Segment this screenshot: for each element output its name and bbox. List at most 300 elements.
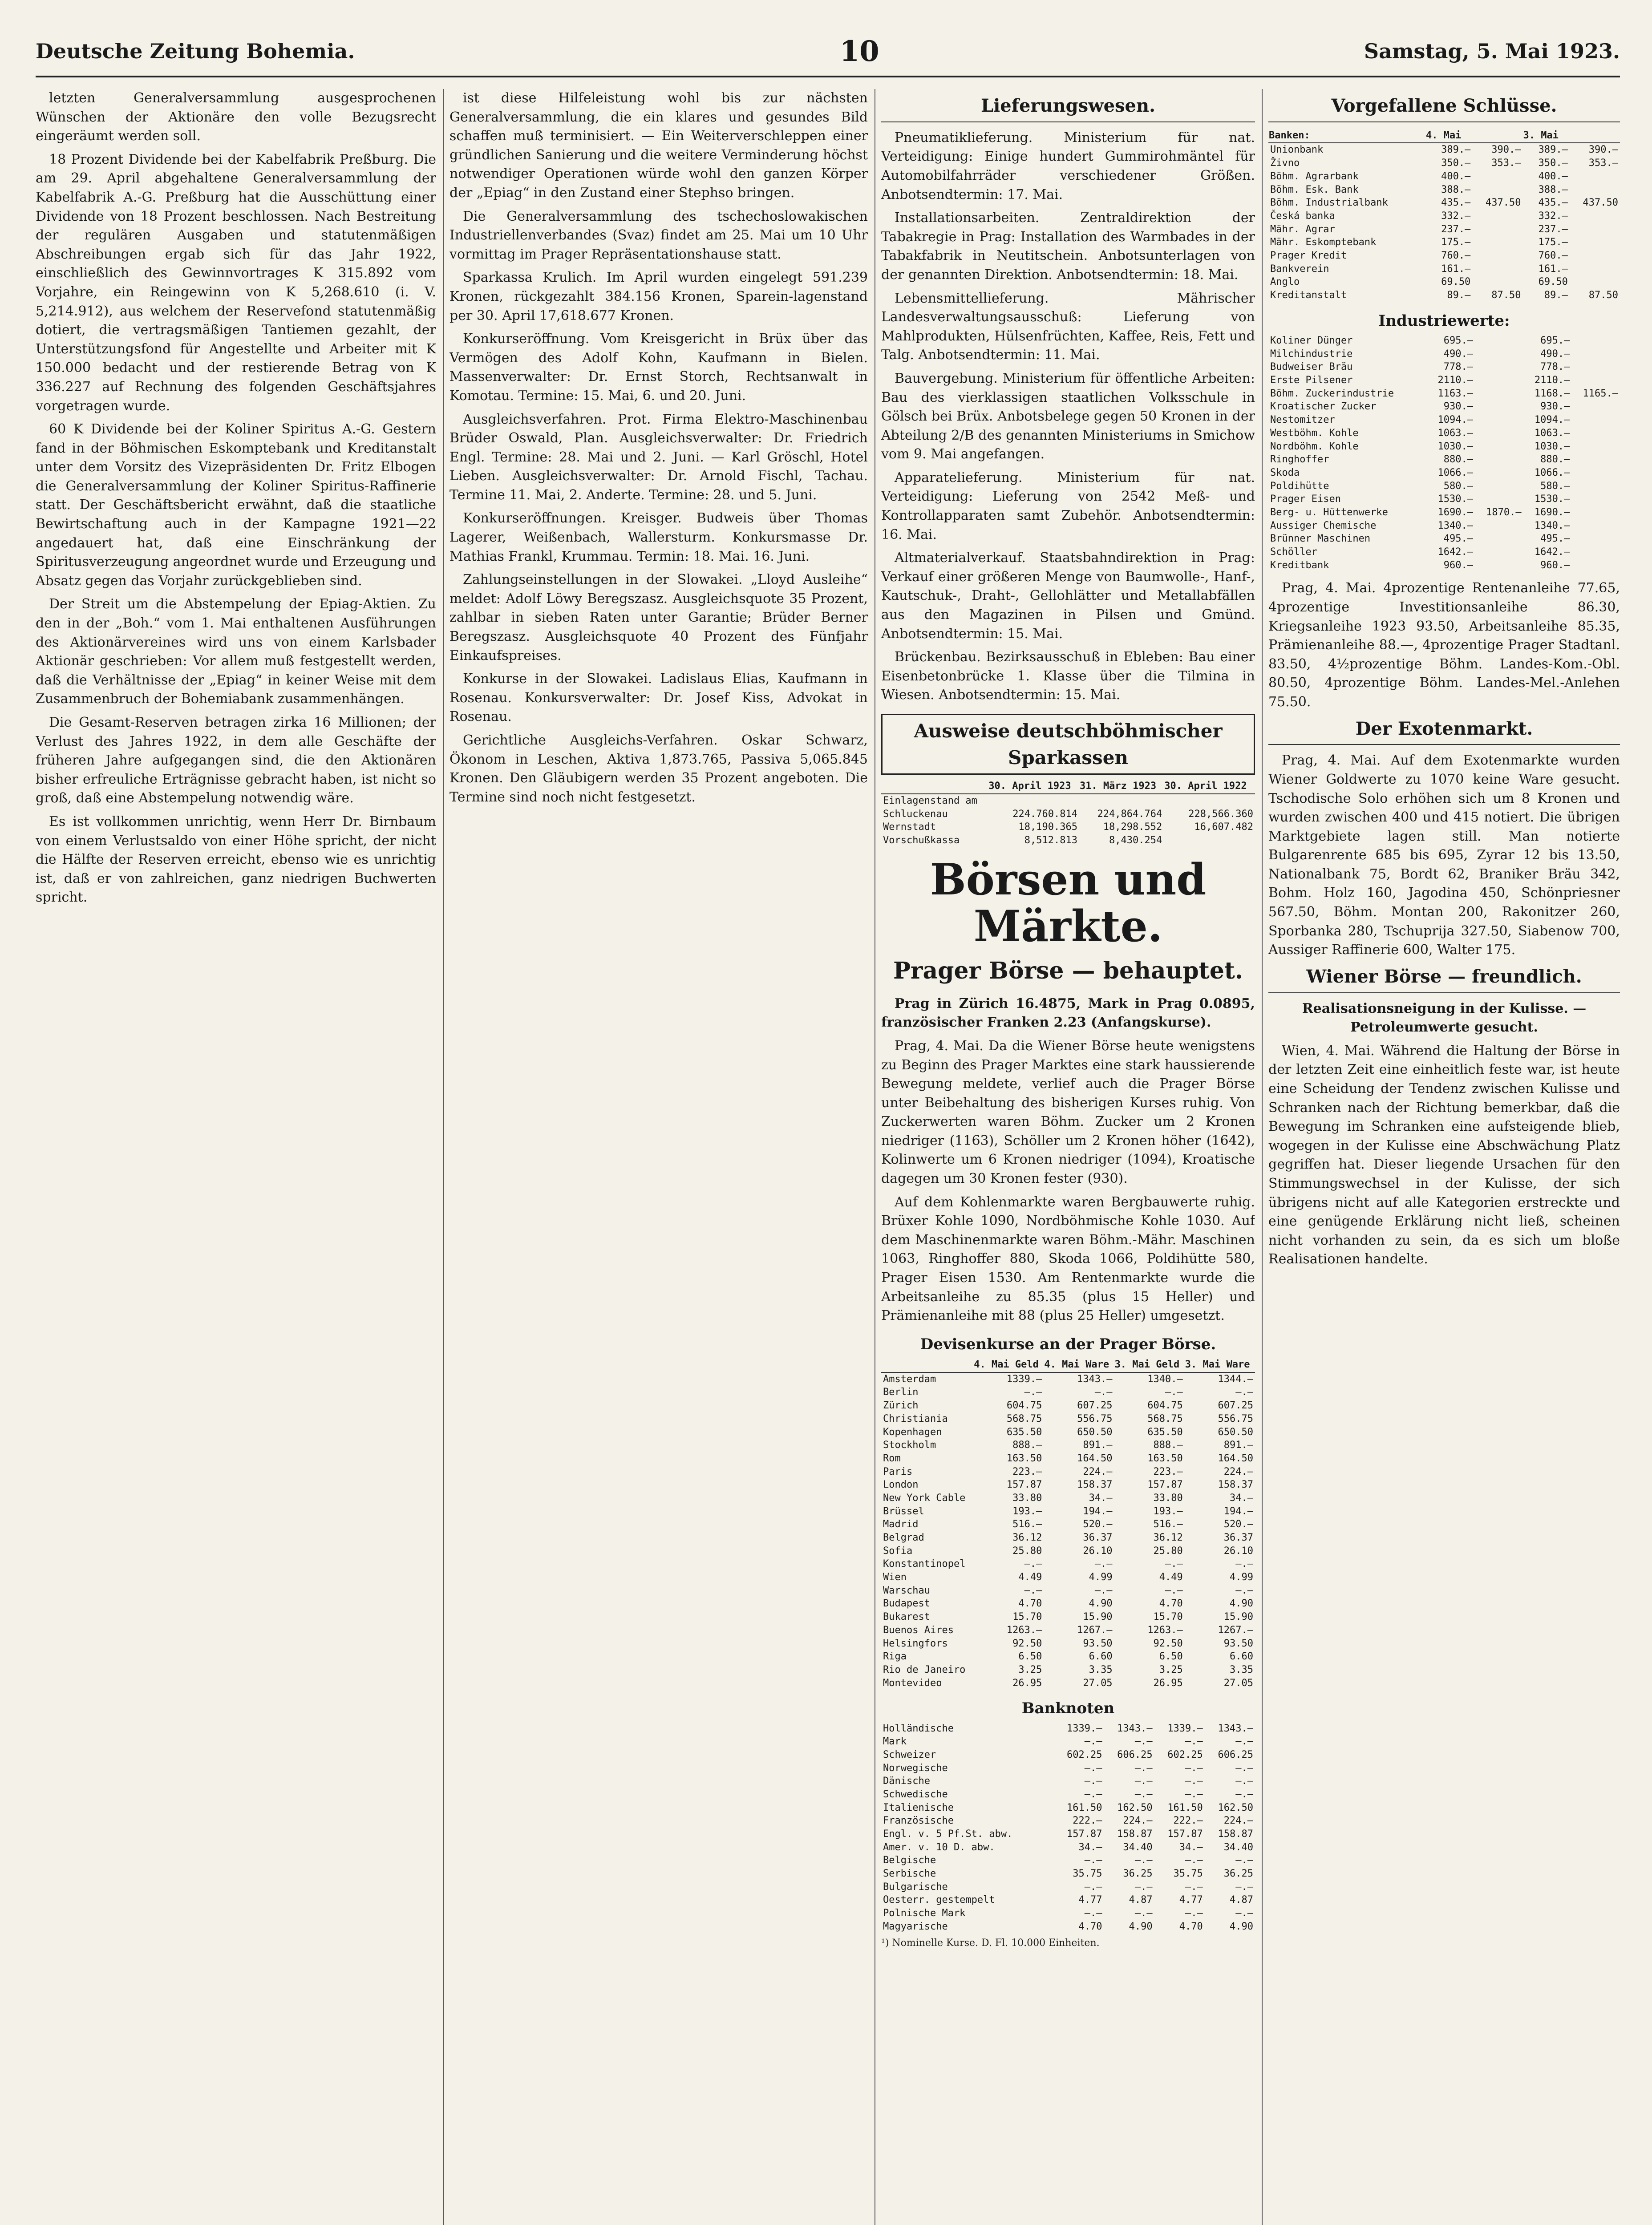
table-cell: 15.70 xyxy=(1153,1611,1183,1623)
table-cell xyxy=(1571,348,1620,361)
table-cell: 18,190.365 xyxy=(1018,821,1077,833)
table-cell: 237.— xyxy=(1538,223,1568,235)
table-cell: 89.— xyxy=(1544,290,1568,301)
table-cell: Paris xyxy=(883,1466,913,1477)
table-cell: Anglo xyxy=(1270,276,1300,288)
table-cell: 1063.— xyxy=(1534,427,1570,439)
table-cell: 388.— xyxy=(1538,184,1568,195)
table-cell: 93.50 xyxy=(1083,1638,1113,1649)
article-paragraph: ist diese Hilfeleistung wohl bis zur nächsten Generalversammlung, die ein klares und gesundes Bild schaffen muß terminisiert. — Ein Weiterverschleppen einer gründlichen Sanierung und die weitere Verminderung höchst notwendiger Operationen würde wohl den ganzen Körper der „Epiag“ in den Zustand einer Stephso bringen. xyxy=(449,90,868,201)
table-cell: 158.37 xyxy=(1218,1479,1253,1491)
table-cell xyxy=(1571,466,1620,480)
table-cell: —.— xyxy=(1185,1855,1203,1866)
table-cell: Oesterr. gestempelt xyxy=(883,1894,995,1906)
table-cell xyxy=(1570,223,1620,236)
table-cell: Milchindustrie xyxy=(1270,348,1353,360)
table-cell: 1267.— xyxy=(1077,1624,1113,1636)
table-cell xyxy=(1475,413,1523,427)
prager-boerse-heading: Prager Börse — behauptet. xyxy=(893,957,1243,984)
table-cell: 1340.— xyxy=(1147,1373,1183,1385)
table-cell: 1094.— xyxy=(1437,414,1474,426)
table-cell: Schluckenau xyxy=(883,808,948,820)
table-cell: 4.87 xyxy=(1230,1894,1253,1906)
table-cell: Mark xyxy=(883,1736,907,1748)
table-cell xyxy=(1571,453,1620,466)
table-cell: Holländische xyxy=(883,1723,954,1734)
table-cell: 35.75 xyxy=(1173,1868,1203,1880)
table-cell: 224.— xyxy=(1223,1466,1253,1477)
table-row xyxy=(881,808,1255,821)
table-cell: 888.— xyxy=(1153,1440,1183,1451)
page-number: 10 xyxy=(839,34,879,68)
table-cell: 15.90 xyxy=(1223,1611,1253,1623)
table-cell: Prager Kredit xyxy=(1270,250,1347,261)
table-cell: 92.50 xyxy=(1012,1638,1042,1649)
table-cell: 390.— xyxy=(1491,144,1521,156)
table-cell: 4.90 xyxy=(1230,1921,1253,1932)
table-cell: 1030.— xyxy=(1534,441,1570,452)
table-cell: 580.— xyxy=(1443,480,1474,492)
table-cell xyxy=(1571,532,1620,546)
table-row xyxy=(1268,466,1620,480)
table-cell: 92.50 xyxy=(1153,1638,1183,1649)
table-cell: Mähr. Agrar xyxy=(1270,223,1335,235)
table-cell: 224.— xyxy=(1083,1466,1113,1477)
table-cell: 1340.— xyxy=(1437,520,1474,531)
table-row xyxy=(881,1439,1255,1452)
table-cell: Belgrad xyxy=(883,1532,924,1544)
devisen-table xyxy=(881,1358,1255,1690)
table-cell: 778.— xyxy=(1443,361,1474,373)
table-row xyxy=(881,1775,1255,1788)
table-cell xyxy=(1571,546,1620,559)
table-cell: 224,864.764 xyxy=(1097,808,1162,820)
table-cell xyxy=(1472,275,1522,289)
table-cell: Schöller xyxy=(1270,546,1317,558)
table-cell: Rio de Janeiro xyxy=(883,1664,966,1675)
table-cell: 224.— xyxy=(1123,1815,1153,1827)
table-cell: 1163.— xyxy=(1437,388,1474,399)
table-cell: 3.35 xyxy=(1089,1664,1113,1675)
table-cell: 650.50 xyxy=(1077,1426,1113,1438)
table-cell: Bulgarische xyxy=(883,1881,948,1893)
table-cell: 1690.— xyxy=(1437,506,1474,518)
table-cell: 2110.— xyxy=(1437,375,1474,386)
table-cell: 27.05 xyxy=(1083,1677,1113,1689)
table-cell: Ringhoffer xyxy=(1270,454,1329,465)
table-cell: 1642.— xyxy=(1437,546,1474,558)
table-cell xyxy=(1164,794,1255,808)
table-cell: 388.— xyxy=(1441,184,1471,195)
table-cell: 36.12 xyxy=(1153,1532,1183,1544)
table-cell: 15.90 xyxy=(1083,1611,1113,1623)
table-cell xyxy=(1475,440,1523,453)
table-row xyxy=(881,1571,1255,1584)
table-cell: 33.80 xyxy=(1153,1492,1183,1504)
table-cell: 556.75 xyxy=(1218,1413,1253,1424)
table-cell: —.— xyxy=(1084,1736,1102,1748)
table-cell: Polnische Mark xyxy=(883,1908,966,1919)
newspaper-page xyxy=(36,27,1620,2225)
table-cell: 602.25 xyxy=(1066,1749,1102,1760)
table-cell: 93.50 xyxy=(1223,1638,1253,1649)
table-cell: 87.50 xyxy=(1491,290,1521,301)
table-cell: 1343.— xyxy=(1218,1723,1253,1734)
table-cell: 695.— xyxy=(1443,335,1474,346)
column-4 xyxy=(1268,89,1620,1274)
table-cell: —.— xyxy=(1084,1881,1102,1893)
table-cell: Brünner Maschinen xyxy=(1270,533,1371,545)
table-header-cell: 3. Mai Ware xyxy=(1185,1358,1255,1372)
table-header-cell: 4. Mai Ware xyxy=(1044,1358,1114,1372)
article-paragraph: Prag, 4. Mai. Da die Wiener Börse heute wenigstens zu Beginn des Prager Marktes eine stark haussierende Bewegung meldete, verlief auch die Prager Börse unter Beibehaltung des bisherigen Kurses ruhig. Von Zuckerwerten waren Böhm. Zucker um 2 Kronen niedriger (1163), Schöller um 2 Kronen höher (1642), Kolinwerte um 6 Kronen niedriger (1094), Kroatische dagegen um 30 Kronen fester (930). xyxy=(881,1038,1255,1187)
article-paragraph: Die Gesamt-Reserven betragen zirka 16 Millionen; der Verlust des Jahres 1922, in dem alle Geschäfte der früheren Jahre aufgegangen sind, die den Aktionären bisher erfreuliche Erträgnisse gebracht haben, ist nicht so groß, daß eine Abstempelung notwendig wäre. xyxy=(36,715,436,806)
table-cell: Kreditbank xyxy=(1270,559,1329,571)
table-cell: Warschau xyxy=(883,1585,930,1596)
article-paragraph: Die Generalversammlung des tschechoslowakischen Industriellenverbandes (Svaz) findet am 25. Mai um 10 Uhr vormittag im Prager Repräsentationshause statt. xyxy=(449,208,868,262)
table-cell xyxy=(1570,236,1620,249)
devisen-heading: Devisenkurse an der Prager Börse. xyxy=(920,1335,1216,1353)
table-row xyxy=(1268,157,1620,170)
table-row xyxy=(881,834,1255,847)
table-cell: 157.87 xyxy=(1147,1479,1183,1491)
table-header-cell xyxy=(881,779,988,794)
table-cell: 435.— xyxy=(1441,197,1471,209)
table-cell xyxy=(1570,275,1620,289)
article-paragraph: Altmaterialverkauf. Staatsbahndirektion in Prag: Verkauf einer größeren Menge von Baumwolle-, Hanf-, Kautschuk-, Draht-, Gellohlätter und Metallabfällen aus den Magazinen in Pilsen und Gmünd. Anbotsendtermin: 15. Mai. xyxy=(881,550,1255,642)
table-cell xyxy=(1079,794,1164,808)
table-header-cell xyxy=(1570,129,1620,143)
table-cell: 1339.— xyxy=(1167,1723,1203,1734)
table-cell: 8,430.254 xyxy=(1109,835,1162,846)
table-cell: 930.— xyxy=(1540,401,1570,413)
table-cell: 223.— xyxy=(1153,1466,1183,1477)
table-cell: 2110.— xyxy=(1534,375,1570,386)
table-row xyxy=(881,1867,1255,1881)
footnote: ¹) Nominelle Kurse. D. Fl. 10.000 Einheiten. xyxy=(881,1937,1100,1949)
table-cell: 1168.— xyxy=(1534,388,1570,399)
table-cell: 15.70 xyxy=(1012,1611,1042,1623)
masthead-date: Samstag, 5. Mai 1923. xyxy=(1364,39,1620,63)
table-cell: Zürich xyxy=(883,1400,919,1412)
table-cell: 1267.— xyxy=(1218,1624,1253,1636)
table-cell xyxy=(1472,170,1522,183)
banknoten-table xyxy=(881,1722,1255,1934)
table-row xyxy=(881,1465,1255,1479)
table-cell xyxy=(1570,170,1620,183)
table-row xyxy=(881,794,1255,808)
table-cell xyxy=(1475,374,1523,387)
article-paragraph: Installationsarbeiten. Zentraldirektion der Tabakregie in Prag: Installation des Warmbades in der Tabakfabrik in Neutitschein. Anbotsunterlagen von der genannten Direktion. Anbotsendtermin: 18. Mai. xyxy=(881,210,1255,283)
table-row xyxy=(881,1854,1255,1867)
table-row xyxy=(881,1735,1255,1748)
table-cell: Rom xyxy=(883,1452,901,1464)
table-cell: —.— xyxy=(1134,1908,1153,1919)
table-cell: —.— xyxy=(1185,1736,1203,1748)
table-row xyxy=(1268,263,1620,276)
table-cell xyxy=(1472,183,1522,197)
table-cell: 6.60 xyxy=(1089,1651,1113,1663)
table-cell: —.— xyxy=(1235,1881,1253,1893)
table-cell: —.— xyxy=(1185,1776,1203,1787)
table-cell: 36.12 xyxy=(1012,1532,1042,1544)
table-cell: 4.49 xyxy=(1018,1572,1042,1583)
table-header-cell: 3. Mai Geld xyxy=(1114,1358,1185,1372)
column-rule xyxy=(1262,89,1263,2225)
table-cell: 163.50 xyxy=(1006,1452,1042,1464)
table-row xyxy=(1268,427,1620,440)
table-cell: 888.— xyxy=(1012,1440,1042,1451)
table-cell: 1530.— xyxy=(1437,494,1474,505)
table-cell: Wien xyxy=(883,1572,907,1583)
table-cell: 8,512.813 xyxy=(1024,835,1077,846)
table-cell xyxy=(988,794,1079,808)
table-cell: Živno xyxy=(1270,158,1300,169)
table-cell: 34.40 xyxy=(1123,1841,1153,1853)
column-2 xyxy=(449,89,868,811)
table-cell: Helsingfors xyxy=(883,1638,948,1649)
table-cell: Westböhm. Kohle xyxy=(1270,427,1359,439)
table-row xyxy=(1268,413,1620,427)
table-header-cell xyxy=(881,1358,973,1372)
table-cell: 4.70 xyxy=(1018,1598,1042,1610)
table-cell xyxy=(1571,480,1620,493)
table-cell: 35.75 xyxy=(1073,1868,1102,1880)
table-cell: 193.— xyxy=(1012,1505,1042,1517)
table-cell: 4.99 xyxy=(1089,1572,1113,1583)
table-row xyxy=(1268,196,1620,210)
table-cell: Madrid xyxy=(883,1519,919,1530)
table-cell: Berg- u. Hüttenwerke xyxy=(1270,506,1388,518)
table-row xyxy=(881,1531,1255,1545)
article-paragraph: Prag in Zürich 16.4875, Mark in Prag 0.0895, französischer Franken 2.23 (Anfangskurse). xyxy=(881,995,1255,1031)
table-cell: 1339.— xyxy=(1006,1373,1042,1385)
table-cell: 400.— xyxy=(1441,170,1471,182)
table-cell: —.— xyxy=(1134,1736,1153,1748)
table-row xyxy=(881,1492,1255,1505)
section-heading-boersen: Börsen und Märkte. xyxy=(930,854,1207,952)
table-cell: 228,566.360 xyxy=(1188,808,1253,820)
table-row xyxy=(1268,289,1620,302)
table-cell: 1263.— xyxy=(1147,1624,1183,1636)
table-cell xyxy=(1475,493,1523,506)
table-cell: Schwedische xyxy=(883,1788,948,1800)
table-cell: 34.40 xyxy=(1223,1841,1253,1853)
table-cell: 164.50 xyxy=(1218,1452,1253,1464)
section-heading-lieferungswesen: Lieferungswesen. xyxy=(881,93,1255,122)
table-cell: Poldihütte xyxy=(1270,480,1329,492)
table-cell: Nestomitzer xyxy=(1270,414,1335,426)
table-row xyxy=(881,1762,1255,1775)
article-paragraph: Auf dem Kohlenmarkte waren Bergbauwerte ruhig. Brüxer Kohle 1090, Nordböhmische Kohle 1030. Auf dem Maschinenmarkte waren Böhm.-Mähr. Maschinen 1063, Ringhoffer 880, Skoda 1066, Poldihütte 580, Prager Eisen 1530. Am Rentenmarkte wurde die Arbeitsanleihe zu 85.35 (plus 15 Heller) und Prämienanleihe mit 88 (plus 25 Heller) umgesetzt. xyxy=(881,1194,1255,1324)
table-cell: Prager Eisen xyxy=(1270,494,1341,505)
table-header-cell: 31. März 1923 xyxy=(1079,779,1164,794)
table-cell: 158.37 xyxy=(1077,1479,1113,1491)
section-heading-sparkassen: Ausweise deutschböhmischer Sparkassen xyxy=(881,714,1255,775)
table-cell: 1165.— xyxy=(1583,388,1618,399)
table-cell: 69.50 xyxy=(1538,276,1568,288)
table-cell: 3.35 xyxy=(1230,1664,1253,1675)
table-cell: Riga xyxy=(883,1651,907,1663)
table-row xyxy=(881,1372,1255,1386)
table-cell: 36.25 xyxy=(1123,1868,1153,1880)
column-rule xyxy=(443,89,444,2225)
table-row xyxy=(1268,170,1620,183)
table-cell: Serbische xyxy=(883,1868,936,1880)
table-cell: 389.— xyxy=(1441,144,1471,156)
table-cell: 161.— xyxy=(1538,263,1568,275)
table-cell: Böhm. Esk. Bank xyxy=(1270,184,1359,195)
table-cell: Koliner Dünger xyxy=(1270,335,1353,346)
table-cell: 4.87 xyxy=(1129,1894,1153,1906)
table-cell: 158.87 xyxy=(1117,1829,1153,1840)
table-header-cell: 4. Mai Geld xyxy=(973,1358,1044,1372)
table-row xyxy=(881,1748,1255,1762)
table-cell: New York Cable xyxy=(883,1492,966,1504)
table-cell: Amsterdam xyxy=(883,1373,936,1385)
table-cell xyxy=(1472,249,1522,263)
table-cell: 158.87 xyxy=(1218,1829,1253,1840)
table-cell xyxy=(1570,263,1620,276)
table-cell: 163.50 xyxy=(1147,1452,1183,1464)
table-cell xyxy=(1475,532,1523,546)
table-cell: 6.50 xyxy=(1159,1651,1183,1663)
section-heading-exotenmarkt: Der Exotenmarkt. xyxy=(1268,716,1620,745)
table-cell xyxy=(1571,360,1620,374)
table-row xyxy=(1268,400,1620,413)
table-cell xyxy=(1475,480,1523,493)
table-cell: Montevideo xyxy=(883,1677,942,1689)
table-cell: Nordböhm. Kohle xyxy=(1270,441,1359,452)
article-paragraph: Wien, 4. Mai. Während die Haltung der Börse in der letzten Zeit eine einheitlich feste war, ist heute eine Scheidung der Tendenz zwischen Kulisse und Schranken nach der Richtung bemerkbar, daß die Bewegung im Schranken eine aufsteigende blieb, wogegen in der Kulisse eine Abschwächung Platz gegriffen hat. Dieser liegende Ursachen für den Stimmungswechsel in der Kulisse, der sich übrigens nicht auf alle Kategorien erstreckte und eine genügende Erklärung nicht ließ, scheinen nicht vorhanden zu sein, da es sich um bloße Realisationen handelte. xyxy=(1268,1043,1620,1267)
table-cell: 1344.— xyxy=(1218,1373,1253,1385)
table-cell xyxy=(1571,400,1620,413)
table-cell: 4.90 xyxy=(1089,1598,1113,1610)
table-cell: —.— xyxy=(1235,1855,1253,1866)
table-cell xyxy=(1570,183,1620,197)
table-cell xyxy=(1570,210,1620,223)
column-3 xyxy=(881,89,1255,1950)
table-cell: —.— xyxy=(1235,1762,1253,1774)
column-1 xyxy=(36,89,436,912)
table-cell: Christiania xyxy=(883,1413,948,1424)
table-cell: 353.— xyxy=(1491,158,1521,169)
table-cell: Konstantinopel xyxy=(883,1558,966,1570)
article-paragraph: Apparatelieferung. Ministerium für nat. Verteidigung: Lieferung von 2542 Meß- und Kontrollapparaten samt Zubehör. Anbotsendtermin: 16. Mai. xyxy=(881,469,1255,542)
table-cell: —.— xyxy=(1235,1776,1253,1787)
table-row xyxy=(881,1881,1255,1894)
table-cell: 224.— xyxy=(1223,1815,1253,1827)
table-row xyxy=(881,1386,1255,1399)
table-row xyxy=(881,1677,1255,1690)
table-cell: 34.— xyxy=(1179,1841,1203,1853)
table-cell: 36.37 xyxy=(1223,1532,1253,1544)
table-cell: 760.— xyxy=(1538,250,1568,261)
article-paragraph: Bauvergebung. Ministerium für öffentliche Arbeiten: Bau des vierklassigen staatlichen Volksschule in Gölsch bei Brüx. Anbotsbelege gegen 50 Kronen in der Abteilung 2/B des genannten Ministeriums in Smichow vom 9. Mai angefangen. xyxy=(881,370,1255,462)
table-cell: 194.— xyxy=(1083,1505,1113,1517)
table-row xyxy=(1268,532,1620,546)
table-row xyxy=(1268,223,1620,236)
table-header-cell xyxy=(1472,129,1522,143)
table-cell xyxy=(1571,440,1620,453)
table-cell xyxy=(1475,546,1523,559)
table-cell: 36.25 xyxy=(1223,1868,1253,1880)
table-row xyxy=(1268,493,1620,506)
table-row xyxy=(881,1788,1255,1801)
table-row xyxy=(1268,275,1620,289)
table-cell xyxy=(1475,519,1523,533)
table-cell: 960.— xyxy=(1443,559,1474,571)
table-row xyxy=(881,1452,1255,1465)
table-cell: —.— xyxy=(1235,1908,1253,1919)
table-cell xyxy=(1472,210,1522,223)
table-cell: 516.— xyxy=(1012,1519,1042,1530)
table-cell: 635.50 xyxy=(1147,1426,1183,1438)
table-cell xyxy=(1472,223,1522,236)
table-cell: 36.37 xyxy=(1083,1532,1113,1544)
table-cell: 26.10 xyxy=(1083,1545,1113,1557)
table-cell: 4.77 xyxy=(1078,1894,1102,1906)
table-cell: 556.75 xyxy=(1077,1413,1113,1424)
table-cell: Bankverein xyxy=(1270,263,1329,275)
table-cell: 1340.— xyxy=(1534,520,1570,531)
table-cell: Skoda xyxy=(1270,467,1300,478)
table-cell: —.— xyxy=(1185,1908,1203,1919)
table-cell: 891.— xyxy=(1083,1440,1113,1451)
table-cell: 390.— xyxy=(1588,144,1618,156)
table-cell: 1343.— xyxy=(1117,1723,1153,1734)
article-paragraph: 60 K Dividende bei der Koliner Spiritus A.-G. Gestern fand in der Böhmischen Eskomptebank und Kreditanstalt unter dem Vorsitz des Vizepräsidenten Dr. Fritz Elbogen die Generalversammlung der Koliner Spiritus-Raffinerie statt. Der Geschäftsbericht erwähnt, daß die staatliche Bewirtschaftung auch in der Kampagne 1921—22 angedauert hat, daß eine Einschränkung der Spiritusverzeugung angeordnet wurde und Erzeugung und Absatz gegen das Vorjahr zurückgeblieben sind. xyxy=(36,421,436,589)
table-row xyxy=(881,1584,1255,1598)
article-paragraph: Prag, 4. Mai. 4prozentige Rentenanleihe 77.65, 4prozentige Investitionsanleihe 86.30, Kriegsanleihe 1923 93.50, Arbeitsanleihe 85.35, Prämienanleihe 88.—, 4prozentige Prager Stadtanl. 83.50, 4½prozentige Böhm. Landes-Kom.-Obl. 80.50, 4prozentige Böhm. Landes-Mel.-Anlehen 75.50. xyxy=(1268,580,1620,710)
table-row xyxy=(1268,143,1620,157)
table-cell: 568.75 xyxy=(1147,1413,1183,1424)
table-cell: 161.50 xyxy=(1167,1802,1203,1813)
table-cell: 1530.— xyxy=(1534,494,1570,505)
table-cell: 4.49 xyxy=(1159,1572,1183,1583)
table-cell: 350.— xyxy=(1441,158,1471,169)
table-cell: 222.— xyxy=(1073,1815,1102,1827)
table-cell: —.— xyxy=(1185,1881,1203,1893)
table-cell: 389.— xyxy=(1538,144,1568,156)
wiener-subheading: Realisationsneigung in der Kulisse. — Petroleumwerte gesucht. xyxy=(1302,1000,1587,1036)
table-cell: 580.— xyxy=(1540,480,1570,492)
table-cell: 194.— xyxy=(1223,1505,1253,1517)
banken-table xyxy=(1268,129,1620,302)
table-cell xyxy=(1475,427,1523,440)
table-row xyxy=(1268,506,1620,519)
table-cell: 175.— xyxy=(1441,237,1471,248)
table-row xyxy=(1268,249,1620,263)
table-cell: Budapest xyxy=(883,1598,930,1610)
table-cell: Vorschußkassa xyxy=(883,835,960,846)
table-cell: 437.50 xyxy=(1485,197,1521,209)
table-cell: 162.50 xyxy=(1218,1802,1253,1813)
table-cell: Böhm. Agrarbank xyxy=(1270,170,1359,182)
table-cell: Französische xyxy=(883,1815,954,1827)
table-cell xyxy=(1570,249,1620,263)
table-cell: —.— xyxy=(1235,1387,1253,1398)
table-cell: —.— xyxy=(1134,1855,1153,1866)
table-cell: 435.— xyxy=(1538,197,1568,209)
table-cell: Erste Pilsener xyxy=(1270,375,1353,386)
table-cell: 222.— xyxy=(1173,1815,1203,1827)
table-cell: 34.— xyxy=(1078,1841,1102,1853)
table-cell xyxy=(1571,413,1620,427)
article-paragraph: Konkurse in der Slowakei. Ladislaus Elias, Kaufmann in Rosenau. Konkursverwalter: Dr. Josef Kiss, Advokat in Rosenau. xyxy=(449,671,868,725)
table-header-cell: 30. April 1923 xyxy=(988,779,1079,794)
table-cell xyxy=(1571,334,1620,348)
